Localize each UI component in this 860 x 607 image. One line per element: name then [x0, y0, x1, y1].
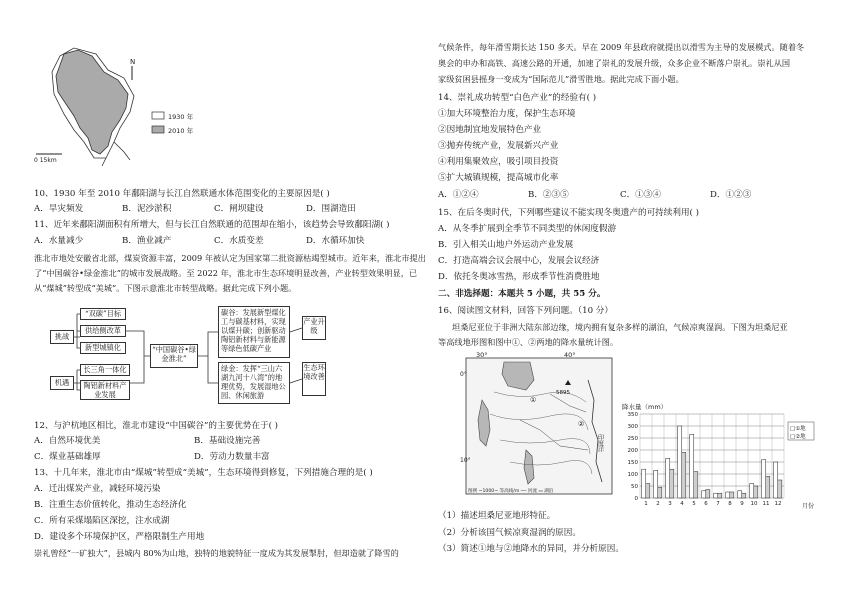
- legend-2010-label: 2010 年: [168, 127, 194, 135]
- huaibei-passage: 淮北市地处安徽省北部，煤炭资源丰富，2009 年被认定为国家第二批资源枯竭型城市。近年来，淮北市提出了“中国碳谷•绿金淮北”的城市发展战略。至 2022 年，淮北市生态环境明显改善，产业转型效果明显，已从“煤城”转型成“美城”。下图示意淮北市转型战略。据此完成下列小题。: [34, 253, 426, 293]
- bar-site2-month-4: [682, 452, 686, 498]
- site-2-label: ②: [578, 420, 585, 428]
- q16-intro-line2: 等高线地形图和图中①、②两地的降水量统计图。: [438, 337, 619, 347]
- bar-site1-month-9: [738, 491, 742, 498]
- q10-option-a[interactable]: A．旱灾频发: [34, 204, 84, 214]
- x-tick-label: 10: [750, 501, 758, 507]
- q12-stem: 12、与沪杭地区相比，淮北市建设“中国碳谷”的主要优势在于( ): [34, 421, 279, 431]
- diagram-connectors: [36, 306, 336, 406]
- carbon-valley-box: 碳谷：发展新型煤化工与碳基材料，实现以煤升碳；创新驱动陶铝新材料与新能源等绿色低碳产业: [218, 306, 290, 358]
- lon-40-label: 40°: [564, 351, 576, 359]
- x-tick-label: 6: [704, 501, 708, 507]
- lon-30-label: 30°: [476, 351, 488, 359]
- bar-site1-month-8: [726, 492, 730, 498]
- q12-option-b[interactable]: B．基础设施完善: [194, 436, 261, 446]
- map2-legend: 图例 ~1000~ 等高线/m ── 河流 ▭ 湖泊: [468, 489, 554, 494]
- bar-site1-month-2: [654, 470, 658, 498]
- q12-option-d[interactable]: D．劳动力数量丰富: [194, 452, 270, 462]
- x-tick-label: 1: [644, 501, 648, 507]
- bar-site1-month-11: [762, 460, 766, 498]
- chongli-passage-line1: 崇礼曾经“一矿独大”，县城内 80%为山地，独特的地貌特征一度成为其发展掣肘，但却造就了降雪的: [34, 548, 399, 558]
- ch-item-1: “双碳”目标: [80, 308, 126, 320]
- bar-site2-month-8: [730, 492, 734, 498]
- q16-stem: 16、阅读图文材料，回答下列问题。（10 分）: [438, 306, 613, 316]
- ocean-label: 印度洋: [596, 434, 604, 452]
- q11-options: [34, 236, 364, 247]
- green-gold-box: 绿金：发挥“三山六湖九河十八湾”的地理优势，发展湿地公园、休闲旅游: [218, 362, 290, 404]
- q13-option-c[interactable]: C．所有采煤塌陷区深挖，注水成湖: [34, 516, 170, 526]
- q13-option-a[interactable]: A．迁出煤炭产业，减轻环境污染: [34, 484, 161, 494]
- chongli-passage-cont1: 气候条件，每年滑雪期长达 150 多天。早在 2009 年县政府就提出以滑雪为主导的发展模式。随着冬: [438, 42, 805, 52]
- q14-option-b[interactable]: B．②③⑤: [528, 190, 569, 200]
- bar-site1-month-1: [642, 469, 646, 498]
- x-tick-label: 5: [692, 501, 696, 507]
- opportunity-box: 机遇: [50, 376, 74, 390]
- q14-item-2: ②因地制宜地发展特色产业: [438, 125, 542, 135]
- q14-option-d[interactable]: D．①②③: [710, 190, 752, 200]
- q12-option-c[interactable]: C．煤业基础雄厚: [34, 452, 101, 462]
- bar-site1-month-12: [774, 462, 778, 498]
- q14-item-3: ③抛弃传统产业，发展新兴产业: [438, 141, 559, 151]
- q16-intro-line1: 坦桑尼亚位于非洲大陆东部边缘，境内拥有复杂多样的湖泊，气候凉爽湿润。下图为坦桑尼亚: [452, 322, 788, 332]
- q14-item-1: ①加大环境整治力度，保护生态环境: [438, 109, 576, 119]
- q10-options: [34, 204, 356, 215]
- x-tick-label: 9: [740, 501, 744, 507]
- lake-2010-area: [56, 50, 128, 154]
- legend-1930-swatch: [152, 112, 164, 119]
- bar-site2-month-3: [670, 469, 674, 498]
- q13-option-d[interactable]: D．建设多个环境保护区，严格限制生产用地: [34, 532, 205, 542]
- q10-option-b[interactable]: B．泥沙淤积: [122, 204, 172, 214]
- y-tick-label: 200: [627, 448, 638, 454]
- q16-sub-3: （3）简述①地与②地降水的异同，并分析原因。: [438, 544, 624, 554]
- chart-title: 降水量（mm）: [622, 403, 668, 411]
- x-tick-label: 2: [656, 501, 660, 507]
- bar-site2-month-2: [658, 487, 662, 498]
- bar-site1-month-4: [678, 426, 682, 498]
- x-tick-label: 8: [728, 501, 732, 507]
- chart-x-ticks: [644, 501, 781, 507]
- chart-legend-1: □①地: [790, 426, 806, 432]
- q10-stem: 10、1930 年至 2010 年鄱阳湖与长江自然联通水体范围变化的主要原因是( ): [34, 189, 330, 199]
- chart-xlabel: 月份: [802, 503, 815, 510]
- bar-site2-month-5: [694, 472, 698, 498]
- op-item-1: 长三角一体化: [80, 364, 130, 376]
- q11-option-d[interactable]: D．水循环加快: [306, 236, 365, 246]
- q12-options-row1: [34, 436, 260, 447]
- center-box: “中国碳谷•绿金淮北”: [150, 344, 198, 368]
- section-2-heading: 二、非选择题：本题共 5 小题，共 55 分。: [438, 289, 606, 299]
- q15-option-a[interactable]: A．从冬季扩展到全季节不同类型的休闲度假游: [438, 224, 617, 234]
- q12-option-a[interactable]: A．自然环境优美: [34, 436, 101, 446]
- q15-stem: 15、在后冬奥时代，下列哪些建议不能实现冬奥遗产的可持续利用( ): [438, 208, 699, 218]
- industry-upgrade-box: 产业升级: [302, 316, 326, 340]
- bar-site1-month-3: [666, 458, 670, 498]
- x-tick-label: 11: [762, 501, 770, 507]
- q15-option-b[interactable]: B．引入相关山地户外运动产业发展: [438, 240, 574, 250]
- y-tick-label: 300: [627, 424, 638, 430]
- q13-option-b[interactable]: B．注重生态价值转化，推动生态经济化: [34, 500, 187, 510]
- chongli-passage-cont2: 奥会的申办和高铁、高速公路的开通，加速了崇礼的发展升级，众多企业不断落户崇礼。崇礼从国: [438, 58, 791, 68]
- chart-y-ticks: [628, 412, 639, 502]
- bar-site1-month-10: [750, 484, 754, 498]
- tanzania-topo-map: [460, 350, 616, 500]
- q13-stem: 13、十几年来，淮北市由“煤城”转型成“美城”，生态环境得到修复，下列措施合理的是( ): [34, 468, 373, 478]
- q12-options-row2: [34, 452, 270, 463]
- y-tick-label: 350: [627, 412, 638, 418]
- q14-option-c[interactable]: C．①③④: [620, 190, 661, 200]
- strategy-diagram: [36, 306, 336, 406]
- q16-sub-2: （2）分析该国气候凉爽湿润的原因。: [438, 528, 581, 538]
- x-tick-label: 4: [680, 501, 684, 507]
- eco-improve-box: 生态环境改善: [302, 362, 326, 396]
- q11-option-a[interactable]: A．水量减少: [34, 236, 84, 246]
- bar-site1-month-6: [702, 491, 706, 498]
- y-tick-label: 150: [627, 460, 638, 466]
- q11-option-b[interactable]: B．渔业减产: [122, 236, 172, 246]
- y-tick-label: 50: [631, 484, 638, 490]
- q10-option-d[interactable]: D．围湖造田: [306, 204, 356, 214]
- bar-site2-month-7: [718, 493, 722, 498]
- lat-0-label: 0°: [460, 371, 467, 378]
- bar-site2-month-1: [646, 484, 650, 498]
- ch-item-3: 新型城镇化: [80, 342, 126, 354]
- legend-2010-swatch: [152, 126, 164, 133]
- y-tick-label: 100: [627, 472, 638, 478]
- x-tick-label: 7: [716, 501, 720, 507]
- bar-site2-month-9: [742, 493, 746, 498]
- q11-stem: 11、近年来鄱阳湖面积有所增大，但与长江自然联通的范围却在缩小，该趋势会导致鄱阳湖( ): [34, 220, 390, 230]
- precipitation-chart: [618, 400, 818, 510]
- poyang-lake-map: [34, 42, 204, 172]
- x-tick-label: 3: [668, 501, 672, 507]
- peak-label: 5895: [556, 390, 570, 396]
- q14-options: [438, 190, 751, 201]
- chongli-passage-cont3: 家级贫困县摇身一变成为“国际范儿”滑雪胜地。据此完成下面小题。: [438, 74, 684, 84]
- q15-option-d[interactable]: D．依托冬奥冰雪热，形成季节性消费胜地: [438, 272, 600, 282]
- q14-item-4: ④利用集聚效应，吸引项目投资: [438, 157, 559, 167]
- north-arrow-label: N: [130, 58, 136, 66]
- site-1-label: ①: [530, 396, 537, 404]
- bar-site2-month-6: [706, 490, 710, 498]
- q16-sub-1: （1）描述坦桑尼亚地形特征。: [438, 511, 556, 521]
- q14-stem: 14、崇礼成功转型“白色产业”的经验有( ): [438, 93, 597, 103]
- ch-item-2: 供给侧改革: [80, 325, 126, 337]
- legend-1930-label: 1930 年: [168, 113, 194, 121]
- y-tick-label: 250: [627, 436, 638, 442]
- challenge-box: 挑战: [50, 330, 74, 344]
- op-item-2: 陶铝新材料产业发展: [80, 380, 130, 400]
- bar-site2-month-10: [754, 486, 758, 498]
- bar-site2-month-12: [778, 480, 782, 498]
- q14-item-5: ⑤扩大城镇规模，提高城市化率: [438, 173, 559, 183]
- q15-option-c[interactable]: C．打造高端会议会展中心，发展会议经济: [438, 256, 600, 266]
- scale-label: 0 15km: [34, 157, 57, 164]
- bar-site1-month-7: [714, 493, 718, 498]
- q14-option-a[interactable]: A．①②④: [438, 190, 479, 200]
- x-tick-label: 12: [774, 501, 782, 507]
- q10-option-c[interactable]: C．闸坝建设: [214, 204, 264, 214]
- y-tick-label: 0: [634, 496, 638, 502]
- chart-legend-2: □②地: [790, 434, 806, 440]
- bar-site2-month-11: [766, 476, 770, 498]
- lat-10-label: 10°: [460, 457, 471, 464]
- q11-option-c[interactable]: C．水质变差: [214, 236, 264, 246]
- bar-site1-month-5: [690, 434, 694, 498]
